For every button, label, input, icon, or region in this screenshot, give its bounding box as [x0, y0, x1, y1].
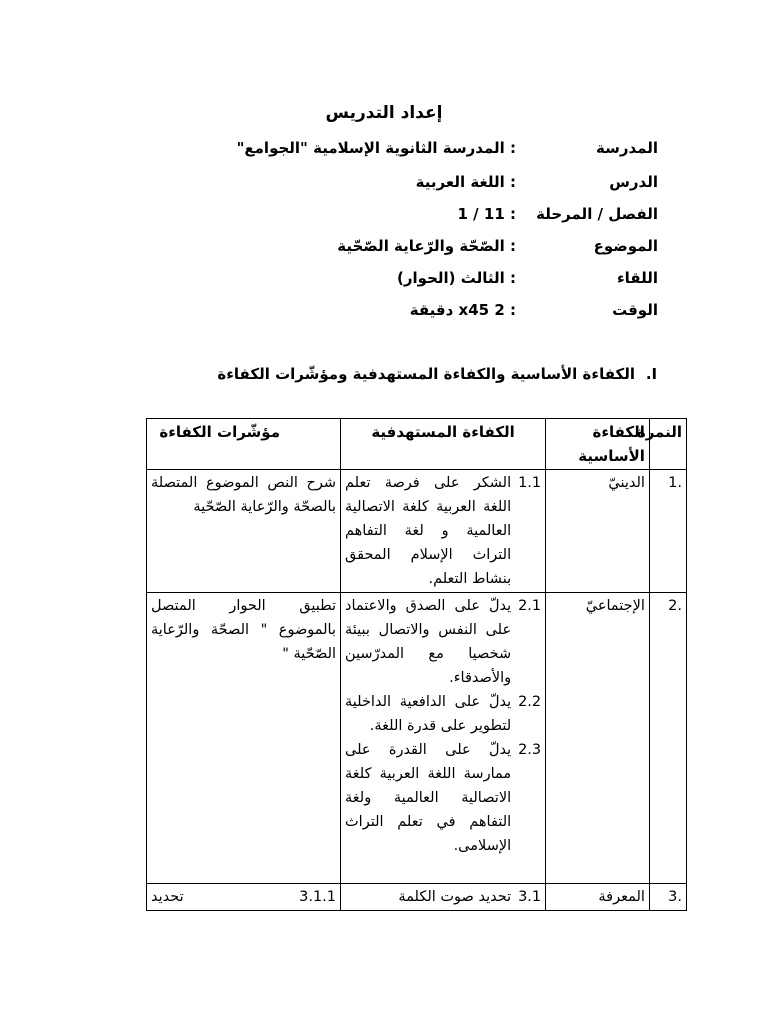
table-row [147, 884, 687, 911]
info-label-meeting: اللقاء [617, 269, 658, 287]
info-row-school [237, 137, 658, 159]
info-label-lesson: الدرس [609, 173, 658, 191]
table-row [147, 470, 687, 593]
info-value-topic: : الصّحّة والرّعاية الصّحّية [337, 237, 516, 255]
section-heading [146, 362, 668, 387]
page-title: إعداد التدريس [325, 103, 443, 123]
header-indicators: مؤشّرات الكفاءة [147, 419, 341, 470]
indicator-text: تحديد [151, 889, 184, 905]
row-target-cell [341, 470, 546, 593]
table-header-row [147, 419, 687, 470]
info-value-meeting: : الثالث (الحوار) [397, 269, 516, 287]
target-text: تحديد صوت الكلمة [398, 889, 512, 905]
competency-table [146, 418, 687, 911]
info-value-school: : المدرسة الثانوية الإسلامية "الجوامع" [236, 139, 516, 157]
info-row-time [410, 299, 658, 321]
row-basic: المعرفة [546, 884, 650, 911]
header-num: النمرة [649, 419, 686, 470]
info-label-school: المدرسة [596, 139, 658, 157]
info-label-class: الفصل / المرحلة [536, 205, 658, 223]
indicator-num: 3.1.1 [299, 889, 337, 905]
target-item [345, 594, 541, 690]
target-item [345, 690, 541, 738]
target-text: الشكر على فرصة تعلم اللغة العربية كلغة الاتصالية العالمية و لغة التفاهم التراث الإسلام المحقق بنشاط التعلم. [345, 475, 512, 587]
row-num: .3 [649, 884, 686, 911]
row-num: .2 [649, 593, 686, 884]
row-indicator: شرح النص الموضوع المتصلة بالصحّة والرّعاية الصّحّية [147, 470, 341, 593]
target-num: 2.3 [518, 742, 542, 758]
target-text: يدلّ على القدرة على ممارسة اللغة العربية كلغة الاتصالية العالمية ولغة التفاهم في تعلم التراث الإسلامى. [345, 742, 512, 854]
info-row-lesson [416, 171, 658, 193]
header-basic: الكفاءة الأساسية [546, 419, 650, 470]
row-indicator-cell [147, 884, 341, 911]
row-basic: الدينيّ [546, 470, 650, 593]
section-number: I. [645, 365, 658, 383]
info-row-meeting [397, 267, 658, 289]
section-text: الكفاءة الأساسية والكفاءة المستهدفية ومؤشّرات الكفاءة [217, 365, 635, 383]
target-num: 3.1 [518, 889, 542, 905]
table-row [147, 593, 687, 884]
row-indicator: تطبيق الحوار المتصل بالموضوع " الصحّة والرّعاية الصّحّية " [147, 593, 341, 884]
row-target-cell [341, 884, 546, 911]
row-basic: الإجتماعيّ [546, 593, 650, 884]
target-item [345, 738, 541, 858]
header-target: الكفاءة المستهدفية [341, 419, 546, 470]
indicator-item [151, 885, 336, 909]
target-item [345, 471, 541, 591]
info-value-class: : 11 / 1 [457, 205, 516, 223]
target-num: 2.2 [518, 694, 542, 710]
target-text: يدلّ على الدافعية الداخلية لتطوير على قدرة اللغة. [345, 694, 512, 734]
info-label-topic: الموضوع [593, 237, 658, 255]
target-item [345, 885, 541, 909]
target-num: 1.1 [518, 475, 542, 491]
row-target-cell [341, 593, 546, 884]
info-value-time: : 2 x45 دقيقة [409, 301, 516, 319]
target-num: 2.1 [518, 598, 542, 614]
target-text: يدلّ على الصدق والاعتماد على النفس والاتصال ببيئة شخصيا مع المدرّسين والأصدقاء. [345, 598, 512, 686]
info-value-lesson: : اللغة العربية [415, 173, 516, 191]
info-row-topic [337, 235, 658, 257]
row-num: .1 [649, 470, 686, 593]
info-label-time: الوقت [612, 301, 658, 319]
info-row-class [458, 203, 658, 225]
